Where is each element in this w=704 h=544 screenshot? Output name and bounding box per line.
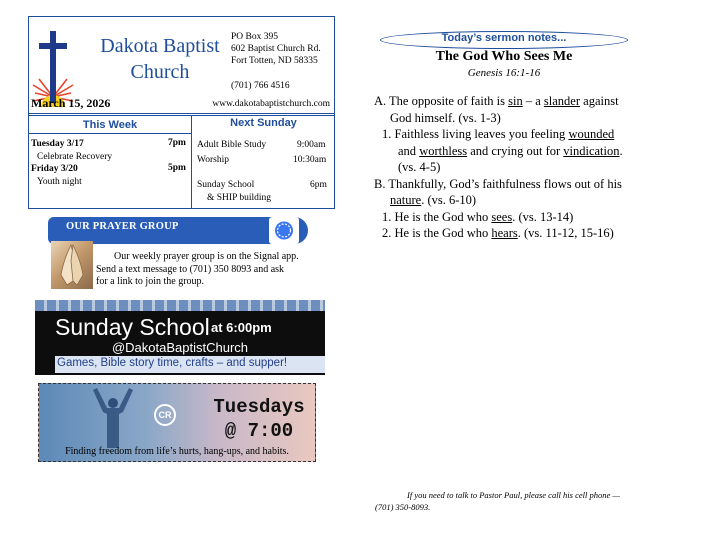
cr-day: Tuesdays [213,396,305,418]
sunday-item-name: Worship [197,155,229,165]
event-name: Celebrate Recovery [37,152,113,162]
footer-line: If you need to talk to Pastor Paul, please call his cell phone — [407,490,620,500]
outline-point-b-cont: nature. (vs. 6-10) [390,193,477,207]
fill-in-blank: sin [508,94,523,108]
church-name [85,33,235,85]
sunday-school-time: at 6:00pm [211,320,272,335]
sermon-notes-label: Today’s sermon notes... [441,32,567,44]
sunday-school-note: & SHIP building [207,193,272,203]
fill-in-blank: nature [390,193,422,207]
church-website: www.dakotabaptistchurch.com [212,99,330,109]
sunday-school-banner [35,300,325,375]
outline-point-a1-cont: and worthless and crying out for vindication. [398,143,623,158]
sermon-outline [374,93,674,242]
bulletin-date: March 15, 2026 [31,96,111,110]
outline-point-a1: 1. Faithless living leaves you feeling wounded [382,127,615,141]
church-name-line2: Church [130,61,190,83]
schedule-box [28,115,335,209]
church-header [28,16,335,116]
prayer-line: for a link to join the group. [96,276,205,287]
cr-caption: Finding freedom from life’s hurts, hang-ups, and habits. [65,446,289,457]
event-time: 7pm [168,138,186,148]
fill-in-blank: sees [491,209,513,224]
address-po-box: PO Box 395 [231,32,278,42]
signal-icon [269,217,299,244]
prayer-group-text [96,251,306,289]
event-day: Friday 3/20 [31,164,78,174]
sunday-item-name: Adult Bible Study [197,140,267,150]
address-street: 602 Baptist Church Rd. [231,44,321,54]
outline-point-b: B. Thankfully, God’s faithfulness flows out of his [374,176,622,191]
sunday-item-name: Sunday School [197,180,255,190]
pastor-contact-note [375,489,665,513]
church-address [231,31,321,67]
celebrate-recovery-banner [38,383,316,462]
sunday-school-description: Games, Bible story time, crafts – and supper! [57,357,288,369]
sermon-title: The God Who Sees Me [435,49,573,64]
address-city: Fort Totten, ND 58335 [231,56,318,66]
outline-point-b2: 2. He is the God who hears. (vs. 11-12, 15-16) [382,226,614,240]
sunday-item-time: 10:30am [293,155,327,165]
outline-point-a: A. The opposite of faith is sin – a slander against [374,94,619,108]
prayer-line: Send a text message to (701) 350 8093 and ask [96,263,285,275]
outline-point-a-cont: God himself. (vs. 1-3) [390,110,501,125]
church-phone: (701) 766 4516 [231,81,290,91]
event-day: Tuesday 3/17 [31,139,84,149]
sunday-school-subtitle: @DakotaBaptistChurch [111,340,249,355]
schedule-divider [191,116,192,208]
fill-in-blank: slander [543,94,581,108]
sunday-item-time: 9:00am [297,140,326,150]
sunday-school-title: Sunday School [55,314,210,340]
prayer-group-title: OUR PRAYER GROUP [66,221,179,232]
event-time: 5pm [168,163,186,173]
this-week-rule [29,133,191,134]
fill-in-blank: vindication [563,143,620,158]
cr-logo: CR [154,404,176,426]
banner-stripes [35,300,325,311]
raised-arms-figure-icon [89,388,135,448]
church-name-line1: Dakota Baptist [100,35,220,57]
outline-point-b1: 1. He is the God who sees. (vs. 13-14) [382,209,574,224]
event-name: Youth night [37,177,82,187]
fill-in-blank: hears [491,226,518,240]
prayer-line: Our weekly prayer group is on the Signal app. [114,251,299,262]
outline-point-a1-verses: (vs. 4-5) [398,160,441,174]
cr-time: @ 7:00 [224,420,294,442]
fill-in-blank: worthless [419,143,468,158]
praying-hands-icon [51,241,93,289]
footer-line: (701) 350-8093. [375,502,431,512]
next-sunday-heading: Next Sunday [230,117,297,129]
prayer-group-banner [48,217,308,244]
fill-in-blank: wounded [568,127,615,141]
signal-badge [269,217,299,244]
this-week-heading: This Week [82,119,138,131]
sermon-reference: Genesis 16:1-16 [467,67,541,79]
header-divider [29,113,334,114]
sunday-item-time: 6pm [310,180,327,190]
praying-hands-image [51,241,93,289]
